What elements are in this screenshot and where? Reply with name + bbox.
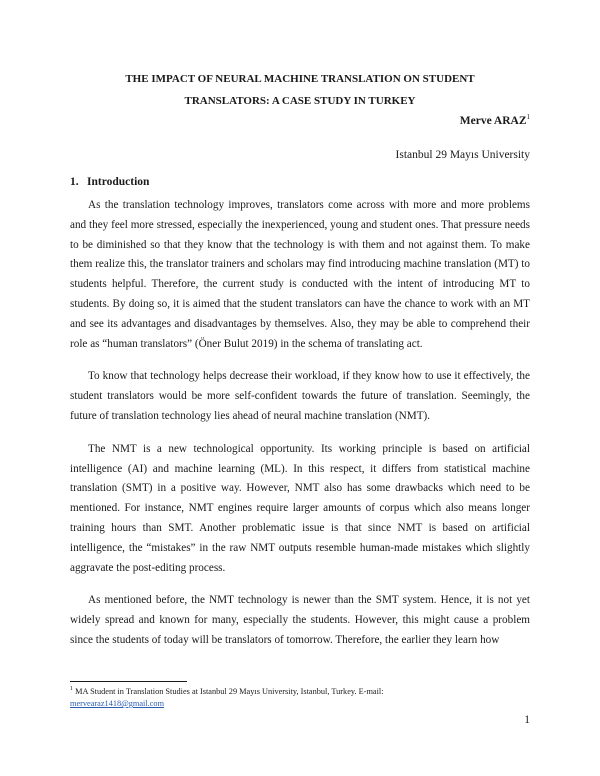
page-number: 1 [524,714,530,726]
author-name-text: Merve ARAZ [459,115,527,127]
author-name [460,115,530,127]
section-heading [70,176,149,188]
footnote-text: MA Student in Translation Studies at Istanbul 29 Mayıs University, Istanbul, Turkey. E-mail: [75,687,384,696]
footnote-marker: 1 [70,686,73,693]
section-title: Introduction [87,176,150,188]
title-line-2: TRANSLATORS: A CASE STUDY IN TURKEY [184,94,416,107]
paragraph: To know that technology helps decrease their workload, if they know how to use it effectively, the student translators would be more self-confident towards the future of translation. Seemingly, the future of translation technology lies ahead of neural machine translation (NMT). [70,370,530,422]
section-number: 1. [70,176,79,188]
footnote-divider [70,681,187,682]
paper-title [70,69,530,112]
footnote-email-link[interactable]: mervearaz1418@gmail.com [70,699,165,708]
body-text [70,196,530,664]
paragraph: As the translation technology improves, translators come across with more and more problems and they feel more stressed, especially the inexperienced, young and student ones. That pressure needs to be diminished so that they know that the technology is with them and not against them. To make them realize this, the translator trainers and scholars may find introducing machine translation (MT) to students helpful. Therefore, the current study is conducted with the intent of introducing MT to students. By doing so, it is aimed that the student translators can have the chance to work with an MT and see its advantages and disadvantages by themselves. Also, they may be able to comprehend their role as “human translators” (Öner Bulut 2019) in the schema of translating act. [70,199,530,350]
paragraph: The NMT is a new technological opportunity. Its working principle is based on artificial intelligence (AI) and machine learning (ML). In this respect, it differs from statistical machine translation (SMT) in a positive way. However, NMT also has some drawbacks which need to be mentioned. For instance, NMT engines require larger amounts of corpus which also means longer training hours than SMT. Another problematic issue is that since NMT is based on artificial intelligence, the “mistakes” in the raw NMT outputs resemble human-made mistakes which slightly aggravate the post-editing process. [70,442,530,574]
footnote [70,686,530,710]
paragraph: As mentioned before, the NMT technology is newer than the SMT system. Hence, it is not yet widely spread and known for many, especially the students. However, this might cause a problem since the students of today will be translators of tomorrow. Therefore, the earlier they learn how [70,594,530,646]
title-line-1: THE IMPACT OF NEURAL MACHINE TRANSLATION ON STUDENT [125,73,475,85]
author-affiliation: Istanbul 29 Mayıs University [395,149,530,161]
author-footnote-marker[interactable]: 1 [526,113,530,122]
